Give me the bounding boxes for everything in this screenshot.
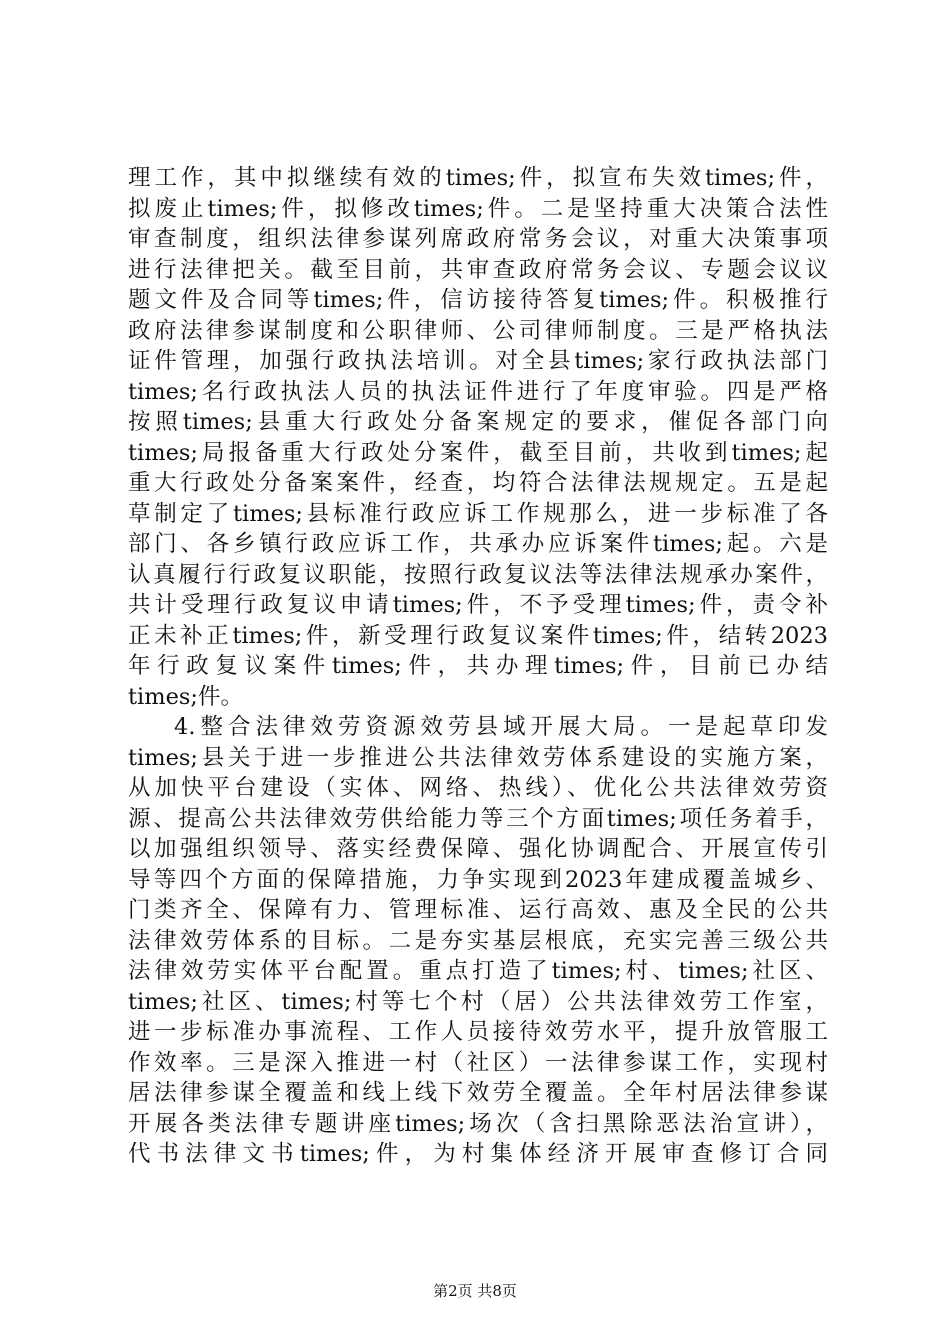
text-line: 按照times;县重大行政处分备案规定的要求，催促各部门向: [128, 409, 828, 435]
text-line: 开展各类法律专题讲座times;场次（含扫黑除恶法治宣讲），: [128, 1110, 828, 1137]
text-line: 重大行政处分备案案件，经查，均符合法律法规规定。五是起: [128, 470, 828, 496]
text-line: 证件管理，加强行政执法培训。对全县times;家行政执法部门: [128, 348, 828, 374]
text-line: times;名行政执法人员的执法证件进行了年度审验。四是严格: [128, 378, 828, 405]
text-line: 导等四个方面的保障措施，力争实现到2023年建成覆盖城乡、: [128, 866, 828, 893]
text-line: 共计受理行政复议申请times;件，不予受理times;件，责令补: [128, 592, 828, 618]
text-line: 年行政复议案件times;件，共办理times;件，目前已办结: [128, 653, 828, 679]
text-line: 进行法律把关。截至目前，共审查政府常务会议、专题会议议: [128, 256, 828, 283]
paragraph-end-line: times;件。: [128, 683, 244, 710]
text-line: 法律效劳实体平台配置。重点打造了times;村、times;社区、: [128, 958, 828, 984]
text-line: 理工作，其中拟继续有效的times;件，拟宣布失效times;件，: [128, 165, 828, 191]
page-number-footer: 第2页 共8页: [433, 1282, 517, 1300]
text-line: 以加强组织领导、落实经费保障、强化协调配合、开展宣传引: [128, 836, 828, 862]
text-line: 政府法律参谋制度和公职律师、公司律师制度。三是严格执法: [128, 317, 828, 344]
text-line: 题文件及合同等times;件，信访接待答复times;件。积极推行: [128, 287, 828, 313]
text-line: 从加快平台建设（实体、网络、热线）、优化公共法律效劳资: [128, 775, 828, 801]
text-line: 认真履行行政复议职能，按照行政复议法等法律法规承办案件，: [128, 561, 828, 588]
text-line: 代书法律文书times;件，为村集体经济开展审查修订合同: [128, 1141, 828, 1167]
text-line: 进一步标准办事流程、工作人员接待效劳水平，提升放管服工: [128, 1019, 828, 1045]
text-line: 审查制度，组织法律参谋列席政府常务会议，对重大决策事项: [128, 226, 828, 252]
paragraph-start-line: 4.整合法律效劳资源效劳县域开展大局。一是起草印发: [174, 714, 828, 740]
text-line: 部门、各乡镇行政应诉工作，共承办应诉案件times;起。六是: [128, 531, 828, 557]
text-line: 拟废止times;件，拟修改times;件。二是坚持重大决策合法性: [128, 195, 828, 222]
text-line: 居法律参谋全覆盖和线上线下效劳全覆盖。全年村居法律参谋: [128, 1080, 828, 1106]
text-line: 源、提高公共法律效劳供给能力等三个方面times;项任务着手，: [128, 805, 828, 832]
text-line: 草制定了times;县标准行政应诉工作规那么，进一步标准了各: [128, 500, 828, 527]
text-line: times;社区、times;村等七个村（居）公共法律效劳工作室，: [128, 988, 828, 1015]
text-line: 正未补正times;件，新受理行政复议案件times;件，结转2023: [128, 622, 828, 649]
text-line: 法律效劳体系的目标。二是夯实基层根底，充实完善三级公共: [128, 927, 828, 954]
document-body: [128, 163, 828, 1170]
text-line: 作效率。三是深入推进一村（社区）一法律参谋工作，实现村: [128, 1049, 828, 1076]
text-line: times;局报备重大行政处分案件，截至目前，共收到times;起: [128, 439, 828, 466]
text-line: 门类齐全、保障有力、管理标准、运行高效、惠及全民的公共: [128, 897, 828, 923]
text-line: times;县关于进一步推进公共法律效劳体系建设的实施方案，: [128, 744, 828, 771]
